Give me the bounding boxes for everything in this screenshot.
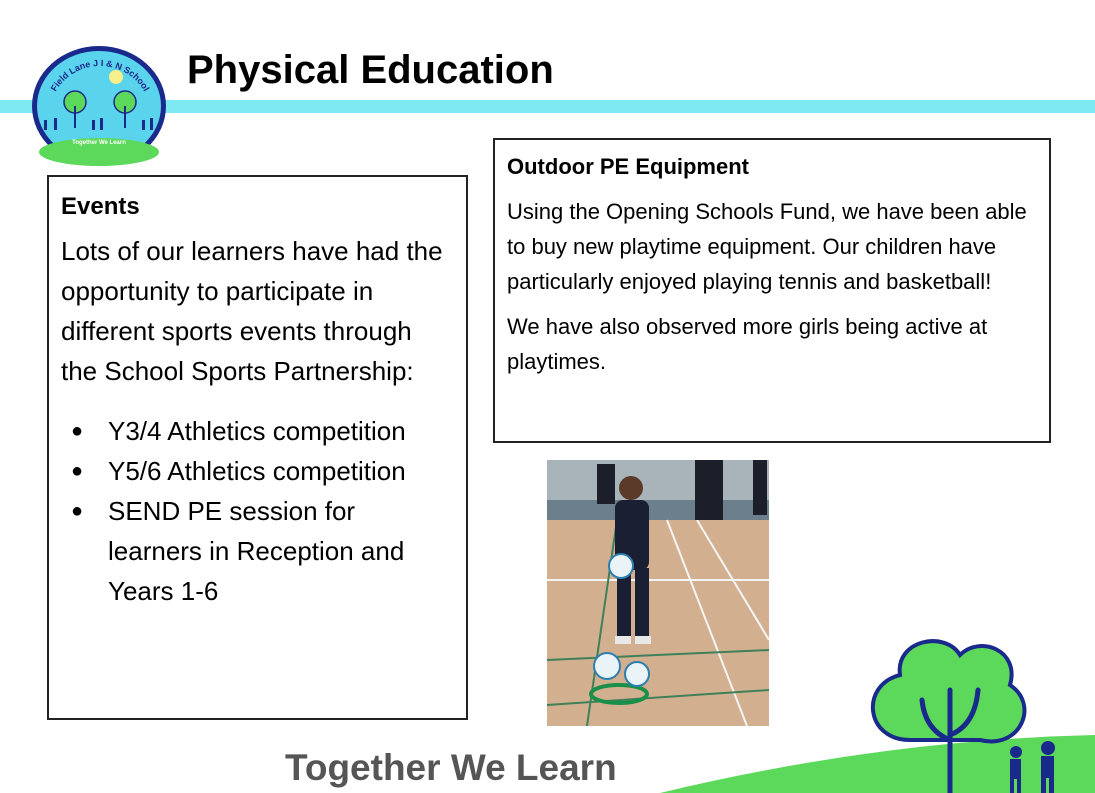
events-heading: Events xyxy=(61,193,140,220)
list-item xyxy=(61,491,454,611)
events-description: Lots of our learners have had the opportunity to participate in different sports events through the School Sports Partnership: xyxy=(61,236,443,386)
logo-motto-text: Together We Learn xyxy=(72,140,126,146)
equipment-paragraph: Using the Opening Schools Fund, we have been able to buy new playtime equipment. Our children have particularly enjoyed playing tennis and basketball! xyxy=(507,199,1027,294)
bullet-icon: ● xyxy=(71,500,84,522)
list-item xyxy=(61,451,454,491)
events-list xyxy=(61,411,454,611)
tree-hill-illustration xyxy=(660,630,1095,793)
list-item-text: Y3/4 Athletics competition xyxy=(108,416,406,446)
list-item-text: Y5/6 Athletics competition xyxy=(108,456,406,486)
footer-motto: Together We Learn xyxy=(285,747,617,788)
school-logo xyxy=(30,44,168,168)
logo-ring-text: Field Lane J I & N School xyxy=(48,58,152,93)
bullet-icon: ● xyxy=(71,460,84,482)
list-item-text: SEND PE session for learners in Reception and Years 1-6 xyxy=(108,496,405,606)
page-title: Physical Education xyxy=(187,48,554,92)
equipment-heading: Outdoor PE Equipment xyxy=(507,154,749,179)
events-panel xyxy=(47,175,468,720)
equipment-paragraph: We have also observed more girls being active at playtimes. xyxy=(507,314,988,374)
list-item xyxy=(61,411,454,451)
bullet-icon: ● xyxy=(71,420,84,442)
equipment-panel xyxy=(493,138,1051,443)
